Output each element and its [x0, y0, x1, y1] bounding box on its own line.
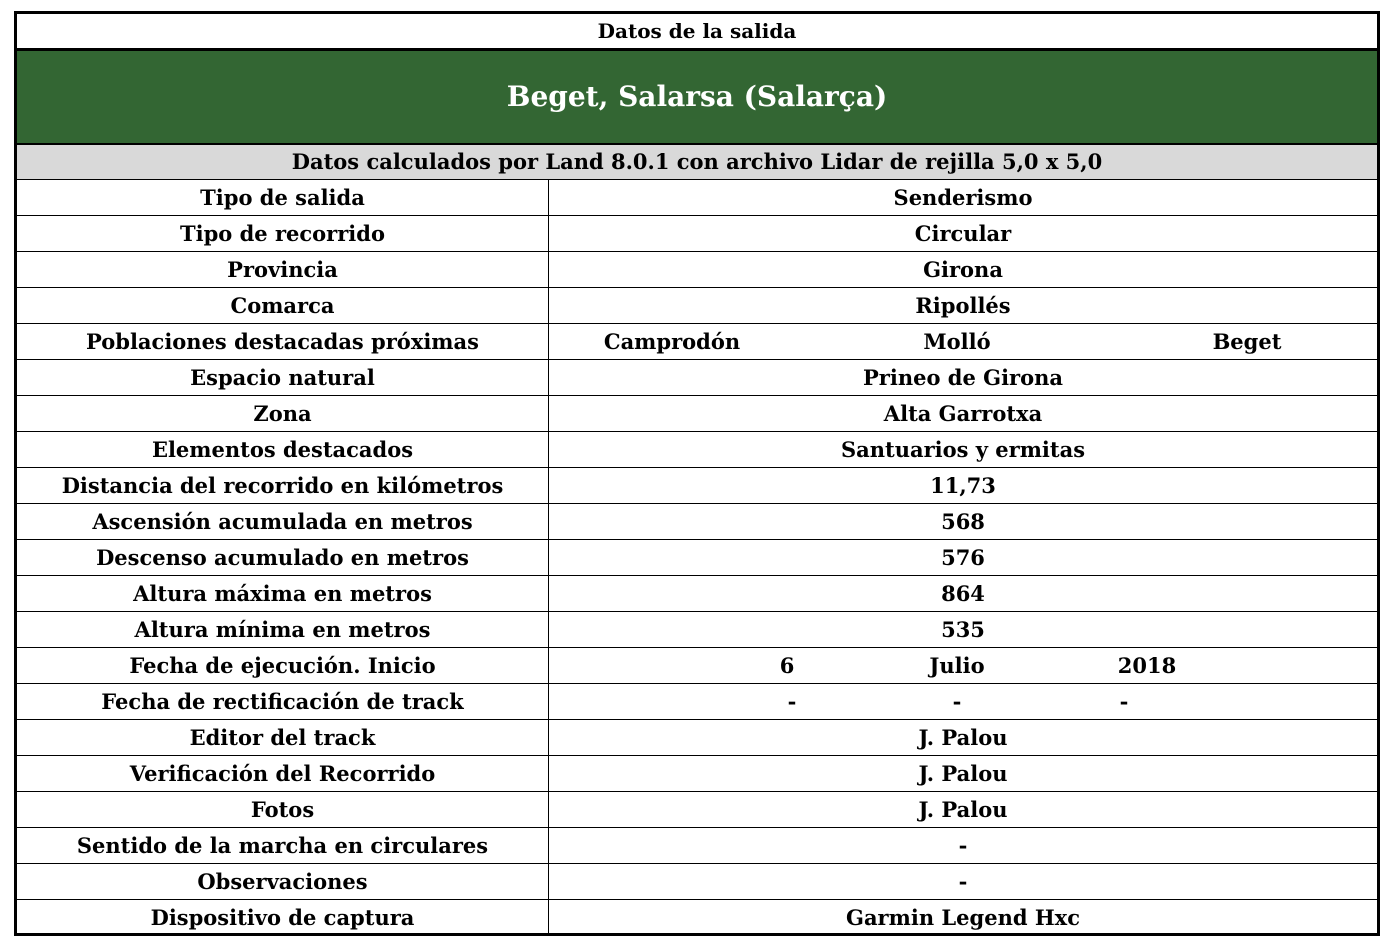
- row-label: Fecha de ejecución. Inicio: [17, 648, 549, 683]
- row-label: Distancia del recorrido en kilómetros: [17, 468, 549, 503]
- row-label: Observaciones: [17, 864, 549, 899]
- row-value: J. Palou: [918, 797, 1008, 822]
- row-label: Zona: [17, 396, 549, 431]
- calculation-note: Datos calculados por Land 8.0.1 con archivo Lidar de rejilla 5,0 x 5,0: [17, 145, 1377, 180]
- row-value: Garmin Legend Hxc: [846, 905, 1080, 930]
- row-value: 11,73: [930, 473, 996, 498]
- table-row: [17, 612, 1377, 648]
- table-row: [17, 324, 1377, 360]
- row-value: J. Palou: [918, 725, 1008, 750]
- row-label: Altura mínima en metros: [17, 612, 549, 647]
- row-label: Tipo de salida: [17, 180, 549, 215]
- row-label: Poblaciones destacadas próximas: [17, 324, 549, 359]
- town-value: Beget: [1212, 329, 1282, 354]
- row-label: Verificación del Recorrido: [17, 756, 549, 791]
- table-row: [17, 252, 1377, 288]
- table-row: [17, 468, 1377, 504]
- row-value: Santuarios y ermitas: [840, 437, 1086, 462]
- table-row: [17, 576, 1377, 612]
- sheet-title: Datos de la salida: [17, 14, 1377, 51]
- row-value: Alta Garrotxa: [883, 401, 1043, 426]
- table-row: [17, 900, 1377, 936]
- row-value: 568: [941, 509, 985, 534]
- table-row: [17, 648, 1377, 684]
- table-row: [17, 504, 1377, 540]
- table-row: [17, 828, 1377, 864]
- table-row: [17, 180, 1377, 216]
- table-row: [17, 864, 1377, 900]
- row-label: Ascensión acumulada en metros: [17, 504, 549, 539]
- row-value: -: [958, 869, 968, 894]
- route-name-banner: Beget, Salarsa (Salarça): [17, 51, 1377, 145]
- date-month: -: [952, 689, 962, 714]
- row-label: Fotos: [17, 792, 549, 827]
- row-label: Elementos destacados: [17, 432, 549, 467]
- row-label: Provincia: [17, 252, 549, 287]
- row-value: Prineo de Girona: [863, 365, 1063, 390]
- row-value: Girona: [923, 257, 1003, 282]
- town-value: Camprodón: [603, 329, 741, 354]
- row-value: 864: [941, 581, 985, 606]
- route-data-sheet: [14, 11, 1380, 936]
- date-year: 2018: [1117, 653, 1177, 678]
- row-label: Comarca: [17, 288, 549, 323]
- date-day: 6: [779, 653, 795, 678]
- row-label: Fecha de rectificación de track: [17, 684, 549, 719]
- date-month: Julio: [929, 653, 985, 678]
- row-label: Descenso acumulado en metros: [17, 540, 549, 575]
- table-row: [17, 288, 1377, 324]
- town-value: Molló: [923, 329, 991, 354]
- date-day: -: [787, 689, 797, 714]
- row-value: 576: [941, 545, 985, 570]
- row-value: Circular: [914, 221, 1012, 246]
- table-row: [17, 540, 1377, 576]
- table-row: [17, 720, 1377, 756]
- table-row: [17, 756, 1377, 792]
- row-value: Ripollés: [915, 293, 1011, 318]
- row-label: Tipo de recorrido: [17, 216, 549, 251]
- row-value: -: [958, 833, 968, 858]
- row-value: J. Palou: [918, 761, 1008, 786]
- table-row: [17, 684, 1377, 720]
- row-label: Dispositivo de captura: [17, 900, 549, 935]
- table-row: [17, 396, 1377, 432]
- row-value: 535: [941, 617, 985, 642]
- date-year: -: [1119, 689, 1129, 714]
- table-row: [17, 360, 1377, 396]
- table-row: [17, 216, 1377, 252]
- row-label: Altura máxima en metros: [17, 576, 549, 611]
- row-label: Sentido de la marcha en circulares: [17, 828, 549, 863]
- table-row: [17, 432, 1377, 468]
- row-value: Senderismo: [893, 185, 1033, 210]
- row-label: Editor del track: [17, 720, 549, 755]
- table-row: [17, 792, 1377, 828]
- row-label: Espacio natural: [17, 360, 549, 395]
